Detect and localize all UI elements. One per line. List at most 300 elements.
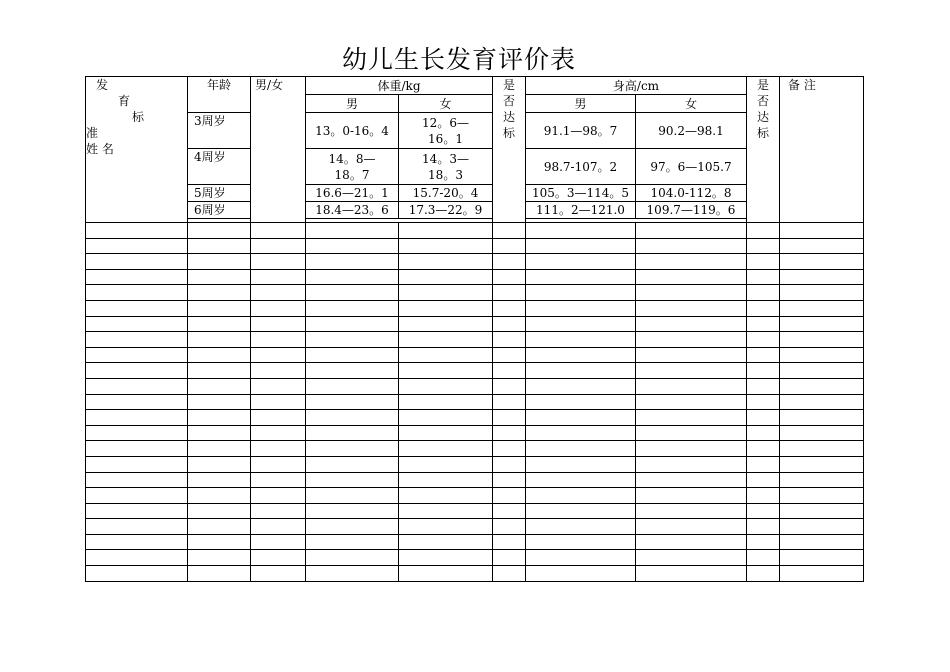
entry-cell[interactable] [306,425,399,441]
height-male-header: 男 [526,95,636,113]
entry-row [86,300,864,316]
entry-cell[interactable] [526,410,636,426]
entry-cell[interactable] [493,534,526,550]
entry-cell[interactable] [399,472,493,488]
entry-cell[interactable] [251,285,306,301]
entry-cell[interactable] [86,410,188,426]
weight-header: 体重/kg [306,77,493,95]
entry-cell[interactable] [251,300,306,316]
entry-cell[interactable] [399,332,493,348]
entry-cell[interactable] [399,223,493,239]
entry-cell[interactable] [636,534,747,550]
entry-cell[interactable] [747,456,780,472]
entry-cell[interactable] [251,566,306,582]
entry-cell[interactable] [747,316,780,332]
entry-cell[interactable] [399,410,493,426]
entry-cell[interactable] [493,410,526,426]
entry-cell[interactable] [399,566,493,582]
entry-cell[interactable] [493,300,526,316]
entry-cell[interactable] [399,503,493,519]
entry-cell[interactable] [493,347,526,363]
entry-cell[interactable] [188,456,251,472]
entry-cell[interactable] [747,394,780,410]
entry-cell[interactable] [188,316,251,332]
entry-cell[interactable] [780,378,864,394]
entry-row [86,503,864,519]
entry-cell[interactable] [526,441,636,457]
entry-cell[interactable] [306,456,399,472]
entry-cell[interactable] [493,254,526,270]
entry-cell[interactable] [493,472,526,488]
entry-cell[interactable] [399,269,493,285]
entry-cell[interactable] [526,566,636,582]
entry-cell[interactable] [780,425,864,441]
entry-cell[interactable] [188,363,251,379]
entry-cell[interactable] [636,300,747,316]
weight-female-4-line-1: 14。3— [422,151,469,166]
age-3-label: 3周岁 [188,113,251,149]
entry-row [86,347,864,363]
entry-cell[interactable] [306,238,399,254]
entry-cell[interactable] [636,519,747,535]
weight-male-header: 男 [306,95,399,113]
entry-cell[interactable] [251,456,306,472]
entry-cell[interactable] [188,300,251,316]
entry-cell[interactable] [86,378,188,394]
entry-cell[interactable] [636,316,747,332]
entry-cell[interactable] [636,410,747,426]
entry-cell[interactable] [526,488,636,504]
entry-row [86,238,864,254]
entry-cell[interactable] [306,285,399,301]
entry-cell[interactable] [188,378,251,394]
weight-male-3: 13。0-16。4 [306,113,399,149]
entry-cell[interactable] [86,332,188,348]
entry-cell[interactable] [251,488,306,504]
entry-cell[interactable] [188,254,251,270]
entry-row [86,316,864,332]
entry-cell[interactable] [780,472,864,488]
entry-cell[interactable] [747,550,780,566]
age-4-label: 4周岁 [188,149,251,185]
entry-cell[interactable] [636,550,747,566]
entry-cell[interactable] [251,269,306,285]
entry-cell[interactable] [306,223,399,239]
entry-cell[interactable] [636,394,747,410]
entry-cell[interactable] [306,378,399,394]
entry-cell[interactable] [306,472,399,488]
entry-cell[interactable] [86,488,188,504]
height-female-3: 90.2—98.1 [636,113,747,149]
entry-cell[interactable] [86,456,188,472]
entry-cell[interactable] [251,410,306,426]
entry-cell[interactable] [188,472,251,488]
diag-label-2: 育 [118,94,131,108]
entry-cell[interactable] [86,519,188,535]
entry-cell[interactable] [493,488,526,504]
entry-cell[interactable] [780,566,864,582]
entry-cell[interactable] [526,534,636,550]
entry-cell[interactable] [251,378,306,394]
entry-cell[interactable] [747,534,780,550]
entry-cell[interactable] [526,472,636,488]
entry-row [86,534,864,550]
entry-cell[interactable] [636,378,747,394]
height-male-3: 91.1—98。7 [526,113,636,149]
entry-row [86,425,864,441]
entry-cell[interactable] [493,378,526,394]
entry-row [86,488,864,504]
entry-cell[interactable] [86,425,188,441]
entry-cell[interactable] [86,394,188,410]
entry-cell[interactable] [251,519,306,535]
weight-female-header: 女 [399,95,493,113]
height-header: 身高/cm [526,77,747,95]
entry-cell[interactable] [306,550,399,566]
weight-female-6: 17.3—22。9 [399,202,493,219]
entry-cell[interactable] [399,394,493,410]
entry-cell[interactable] [747,441,780,457]
entry-cell[interactable] [526,332,636,348]
entry-row [86,456,864,472]
entry-cell[interactable] [780,285,864,301]
entry-row [86,285,864,301]
height-female-5: 104.0-112。8 [636,185,747,202]
entry-cell[interactable] [493,223,526,239]
entry-cell[interactable] [188,503,251,519]
entry-cell[interactable] [306,269,399,285]
diag-label-3: 标 [132,110,145,124]
entry-row [86,410,864,426]
entry-cell[interactable] [188,394,251,410]
entry-cell[interactable] [493,566,526,582]
age-5-label: 5周岁 [188,185,251,202]
entry-cell[interactable] [747,566,780,582]
entry-cell[interactable] [188,332,251,348]
entry-cell[interactable] [493,519,526,535]
entry-cell[interactable] [526,425,636,441]
entry-cell[interactable] [636,456,747,472]
entry-cell[interactable] [306,503,399,519]
entry-cell[interactable] [780,223,864,239]
entry-cell[interactable] [636,503,747,519]
weight-male-4-line-1: 14。8— [328,151,376,166]
entry-cell[interactable] [526,316,636,332]
entry-cell[interactable] [493,238,526,254]
entry-cell[interactable] [526,347,636,363]
entry-cell[interactable] [86,534,188,550]
entry-cell[interactable] [780,238,864,254]
entry-cell[interactable] [747,519,780,535]
entry-cell[interactable] [306,254,399,270]
entry-cell[interactable] [780,488,864,504]
reached-char-2: 否 [502,94,515,108]
notes-header: 备 注 [780,77,864,223]
entry-cell[interactable] [86,254,188,270]
height-female-6: 109.7—119。6 [636,202,747,219]
entry-cell[interactable] [86,300,188,316]
entry-cell[interactable] [399,363,493,379]
entry-cell[interactable] [86,285,188,301]
weight-male-4 [306,149,399,185]
entry-row [86,254,864,270]
entry-cell[interactable] [493,285,526,301]
entry-cell[interactable] [251,254,306,270]
entry-cell[interactable] [780,456,864,472]
entry-cell[interactable] [399,316,493,332]
reached-char-1: 是 [502,78,515,92]
entry-cell[interactable] [780,300,864,316]
entry-cell[interactable] [306,347,399,363]
entry-cell[interactable] [188,238,251,254]
entry-cell[interactable] [251,238,306,254]
entry-cell[interactable] [251,223,306,239]
weight-female-3-line-1: 12。6— [422,115,469,130]
entry-cell[interactable] [493,441,526,457]
entry-cell[interactable] [188,425,251,441]
weight-female-4-line-2: 18。3 [428,167,463,182]
entry-cell[interactable] [780,534,864,550]
entry-cell[interactable] [747,285,780,301]
entry-cell[interactable] [747,363,780,379]
entry-cell[interactable] [526,300,636,316]
entry-cell[interactable] [526,254,636,270]
entry-cell[interactable] [251,534,306,550]
entry-cell[interactable] [306,394,399,410]
entry-cell[interactable] [636,332,747,348]
entry-cell[interactable] [493,332,526,348]
entry-cell[interactable] [526,550,636,566]
entry-row [86,332,864,348]
entry-cell[interactable] [493,316,526,332]
page-title: 幼儿生长发育评价表 [341,45,576,74]
entry-cell[interactable] [86,363,188,379]
entry-cell[interactable] [526,456,636,472]
entry-cell[interactable] [86,550,188,566]
age-header: 年龄 [188,77,251,113]
entry-cell[interactable] [780,363,864,379]
entry-cell[interactable] [526,285,636,301]
entry-cell[interactable] [188,410,251,426]
height-male-6: 111。2—121.0 [526,202,636,219]
reached-char-3: 达 [756,110,769,124]
entry-cell[interactable] [780,254,864,270]
entry-cell[interactable] [306,363,399,379]
weight-male-6: 18.4—23。6 [306,202,399,219]
entry-cell[interactable] [747,425,780,441]
entry-cell[interactable] [780,410,864,426]
entry-cell[interactable] [780,441,864,457]
entry-cell[interactable] [306,441,399,457]
entry-cell[interactable] [780,332,864,348]
reached-char-4: 标 [502,126,515,140]
entry-cell[interactable] [747,332,780,348]
growth-evaluation-table [85,76,864,582]
entry-cell[interactable] [399,425,493,441]
weight-female-5: 15.7-20。4 [399,185,493,202]
entry-cell[interactable] [86,316,188,332]
entry-row [86,472,864,488]
entry-cell[interactable] [636,254,747,270]
entry-cell[interactable] [399,550,493,566]
entry-row [86,550,864,566]
entry-cell[interactable] [251,363,306,379]
entry-cell[interactable] [636,472,747,488]
entry-cell[interactable] [636,238,747,254]
entry-cell[interactable] [399,456,493,472]
diag-label-1: 发 [96,78,109,92]
sex-header: 男/女 [251,77,306,223]
entry-row [86,223,864,239]
entry-cell[interactable] [399,534,493,550]
entry-cell[interactable] [526,378,636,394]
entry-cell[interactable] [86,441,188,457]
diag-label-4: 准 [86,126,99,140]
entry-cell[interactable] [86,223,188,239]
entry-cell[interactable] [747,472,780,488]
entry-cell[interactable] [306,316,399,332]
age-6-label: 6周岁 [188,202,251,219]
diag-label-5: 姓 名 [86,142,114,156]
height-female-4: 97。6—105.7 [636,149,747,185]
height-male-5: 105。3—114。5 [526,185,636,202]
diagonal-header-cell [86,77,188,223]
entry-cell[interactable] [747,488,780,504]
entry-cell[interactable] [306,534,399,550]
entry-cell[interactable] [493,550,526,566]
entry-cell[interactable] [251,394,306,410]
entry-cell[interactable] [86,566,188,582]
entry-cell[interactable] [636,347,747,363]
entry-cell[interactable] [188,347,251,363]
reached-char-1: 是 [756,78,769,92]
weight-female-3-line-2: 16。1 [428,131,463,146]
entry-cell[interactable] [636,285,747,301]
entry-cell[interactable] [747,238,780,254]
reached-char-3: 达 [502,110,515,124]
weight-reached-header [493,77,526,223]
entry-cell[interactable] [526,363,636,379]
entry-cell[interactable] [251,503,306,519]
entry-cell[interactable] [188,550,251,566]
entry-cell[interactable] [251,550,306,566]
entry-cell[interactable] [306,332,399,348]
entry-cell[interactable] [780,503,864,519]
entry-cell[interactable] [526,269,636,285]
entry-row [86,363,864,379]
entry-cell[interactable] [399,488,493,504]
entry-cell[interactable] [86,472,188,488]
entry-cell[interactable] [251,441,306,457]
entry-cell[interactable] [636,425,747,441]
entry-cell[interactable] [636,363,747,379]
entry-cell[interactable] [493,363,526,379]
entry-cell[interactable] [251,425,306,441]
entry-cell[interactable] [188,566,251,582]
entry-row [86,519,864,535]
entry-cell[interactable] [86,269,188,285]
entry-cell[interactable] [493,394,526,410]
weight-female-4 [399,149,493,185]
entry-cell[interactable] [747,300,780,316]
reached-char-4: 标 [756,126,769,140]
entry-cell[interactable] [747,410,780,426]
entry-row [86,394,864,410]
entry-cell[interactable] [747,269,780,285]
entry-cell[interactable] [251,472,306,488]
entry-cell[interactable] [780,347,864,363]
entry-cell[interactable] [780,269,864,285]
entry-cell[interactable] [747,503,780,519]
entry-cell[interactable] [188,519,251,535]
entry-cell[interactable] [747,347,780,363]
entry-cell[interactable] [399,254,493,270]
entry-cell[interactable] [747,223,780,239]
entry-cell[interactable] [493,503,526,519]
entry-cell[interactable] [636,269,747,285]
entry-cell[interactable] [493,456,526,472]
entry-cell[interactable] [188,269,251,285]
entry-cell[interactable] [399,441,493,457]
height-male-4: 98.7-107。2 [526,149,636,185]
entry-cell[interactable] [86,503,188,519]
entry-cell[interactable] [399,238,493,254]
height-female-header: 女 [636,95,747,113]
entry-cell[interactable] [636,441,747,457]
entry-cell[interactable] [780,394,864,410]
blank-entry-rows [86,223,864,582]
entry-cell[interactable] [636,223,747,239]
entry-cell[interactable] [399,285,493,301]
entry-cell[interactable] [780,316,864,332]
entry-cell[interactable] [399,378,493,394]
entry-cell[interactable] [251,332,306,348]
entry-cell[interactable] [747,378,780,394]
entry-cell[interactable] [636,566,747,582]
entry-cell[interactable] [188,223,251,239]
entry-cell[interactable] [188,285,251,301]
entry-cell[interactable] [306,488,399,504]
entry-row [86,566,864,582]
entry-cell[interactable] [526,519,636,535]
entry-cell[interactable] [493,425,526,441]
entry-cell[interactable] [251,316,306,332]
entry-cell[interactable] [399,300,493,316]
entry-cell[interactable] [780,519,864,535]
entry-cell[interactable] [188,488,251,504]
entry-cell[interactable] [306,566,399,582]
entry-cell[interactable] [493,269,526,285]
entry-cell[interactable] [306,519,399,535]
entry-cell[interactable] [747,254,780,270]
entry-cell[interactable] [526,223,636,239]
entry-cell[interactable] [526,238,636,254]
entry-cell[interactable] [188,441,251,457]
entry-cell[interactable] [636,488,747,504]
entry-cell[interactable] [86,347,188,363]
entry-cell[interactable] [86,238,188,254]
entry-cell[interactable] [780,550,864,566]
entry-cell[interactable] [306,410,399,426]
entry-cell[interactable] [251,347,306,363]
reached-char-2: 否 [756,94,769,108]
entry-cell[interactable] [526,503,636,519]
entry-cell[interactable] [188,534,251,550]
entry-cell[interactable] [399,519,493,535]
entry-cell[interactable] [526,394,636,410]
entry-cell[interactable] [306,300,399,316]
entry-cell[interactable] [399,347,493,363]
